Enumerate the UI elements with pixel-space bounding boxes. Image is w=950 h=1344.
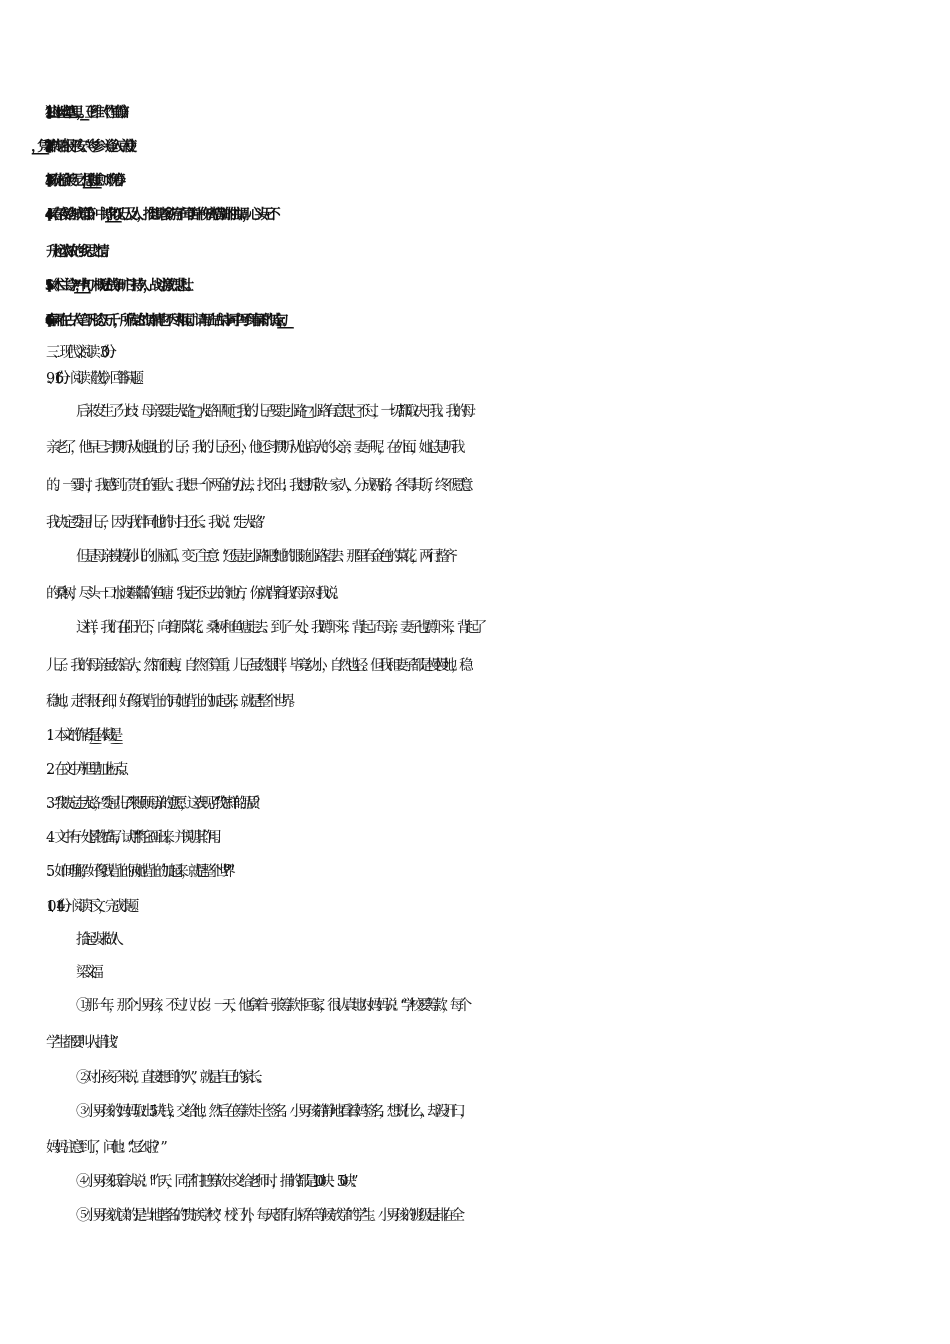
q10-passage-line: ②对小孩子来说，直接想到的“人”，就是自己的家长。 [76, 1070, 265, 1086]
q9-question-3: 3．“我”决定走大路，“委屈儿子”来照顾母亲的意愿，这表现了“我”怎样的品质？ [46, 796, 260, 812]
q9-passage-line: 的桑树，尽头一口水波粼粼的鱼塘。“我走不过去的地方，你就背着我。”母亲对我说。 [46, 586, 341, 602]
fill-in-item-4-cont: 升起浓浓的乡思之情。 [46, 244, 108, 260]
q10-article-title: 抬起头来做人 [76, 932, 117, 948]
q9-question-1: 1．本文的作者是__________，体裁是__________。 [46, 728, 117, 744]
q9-passage-line: 但是母亲摸摸孙儿的小脑瓜，变了主意：“还是走小路吧。”她的眼随小路望去：那里有金色的菜花，两行整齐 [76, 549, 452, 565]
q10-passage-line: 妈妈注意到了，问他：“怎么啦？” [46, 1140, 162, 1156]
q10-passage-line: ④小男孩低着头说：“昨天，同学们把筹故卡交给老师时，捐的都是100块、50块。” [76, 1174, 353, 1190]
fill-in-item-1: (1)独坐幽篁里，____。（王维《竹里馆》） [46, 105, 128, 121]
fill-in-item-6: (6)春雨在古人笔下形态万千，所传达的诗情也不尽相同。请写出古诗词中写到春雨的诗句：___________，__________。 [46, 313, 283, 329]
q9-passage-line: 亲老了，他早已习惯听从她强壮的儿子；我的儿子还小，他还习惯听从他高大的父亲；妻子呢，在外面，她总是听我 [46, 440, 460, 456]
fill-in-item-2: (2) ______________，凭君传语报平安。（岑参《逢入京使》） [46, 139, 135, 155]
q10-passage-line: ③小男孩的妈妈取出5块钱，交给他，然后在筹款卡上签名。小男孩静静地看着妈签名，想说什么，却没开口， [76, 1104, 468, 1120]
q9-passage-line: 的。一霎时，我感到了责任的重大。我想一个两全的办法，找不出；我想拆散一家人，分成两路，各得其所，终不愿意。 [46, 478, 476, 494]
q9-passage-line: 后来发生了分歧：母亲要走大路□大路平顺□我的儿子要走小路□小路有意思□不过，一切都取决于我。我的母 [76, 404, 470, 420]
q9-passage-line: 儿子。我的母亲虽然高大，然而很瘦，自然不算重；儿子虽然很胖，毕竟幼小，自然也轻。但我和妻子都是慢慢地，稳 [46, 658, 468, 674]
fill-in-item-4: (4)《春夜洛城闻笛》中诗句“___________，__________”，以己及人，推想诸多游子闻笛中伤离惜别的曲调，心头无不 [46, 207, 273, 223]
q9-passage-line: 稳地，走得很仔细，好像我背上的同她背上的加起来，就是整个世界。 [46, 694, 298, 710]
q9-question-2: 2．在文中方框里加上标点。 [46, 762, 128, 778]
q9-passage-line: 这样，我们在阳光下，向着那菜花、桑树和鱼塘走去。到了一处，我蹲下来，背起了母亲，妻子也蹲下来，背起了 [76, 620, 481, 636]
q10-passage-line: ①那一年，那个小男孩，不过八九岁。一天，他拿着一张筹款卡回家，很认真地对妈妈说：“学校要筹款，每个 [76, 998, 466, 1014]
fill-in-item-5: (5)《木兰诗》中“___________，__________”一句，概述战争旷日持久，战斗激烈悲壮。 [46, 278, 193, 294]
q10-passage-line: 学生都要叫人捐钱。” [46, 1035, 113, 1051]
q9-question-4-end: ”将它画出来，并说明其作用。 [134, 830, 221, 846]
fill-in-item-3: (3)杨花榆荚无才思，________________，（韩愈《晚春》） [46, 173, 124, 189]
q10-article-author: 梁文福 [76, 965, 97, 981]
q9-header: 9、（16分）阅读《散步》，回答问题。 [46, 371, 143, 387]
q9-question-5: 5．如何理解“，好像我背上的同她背上的加起来，就是整个世界” ？ [46, 864, 232, 880]
section-title: 三、现代文阅读（30分） [46, 345, 116, 361]
q9-passage-line: 我决定委屈儿子，因为我伴同他的时日还长。我说：“走大路。” [46, 515, 260, 531]
q9-question-4 [46, 828, 916, 848]
q9-question-4-start: 4．文中有一处景物描写，试用“ [46, 830, 135, 846]
q10-passage-line: ⑤小男孩就读的是当地著名的“贵族学校”，校门外，每天都有小轿车等候放学的学生。小男孩的班级是排在全 [76, 1208, 459, 1224]
q10-header: 10、（14分）阅读下文，完成小题。 [46, 899, 139, 915]
